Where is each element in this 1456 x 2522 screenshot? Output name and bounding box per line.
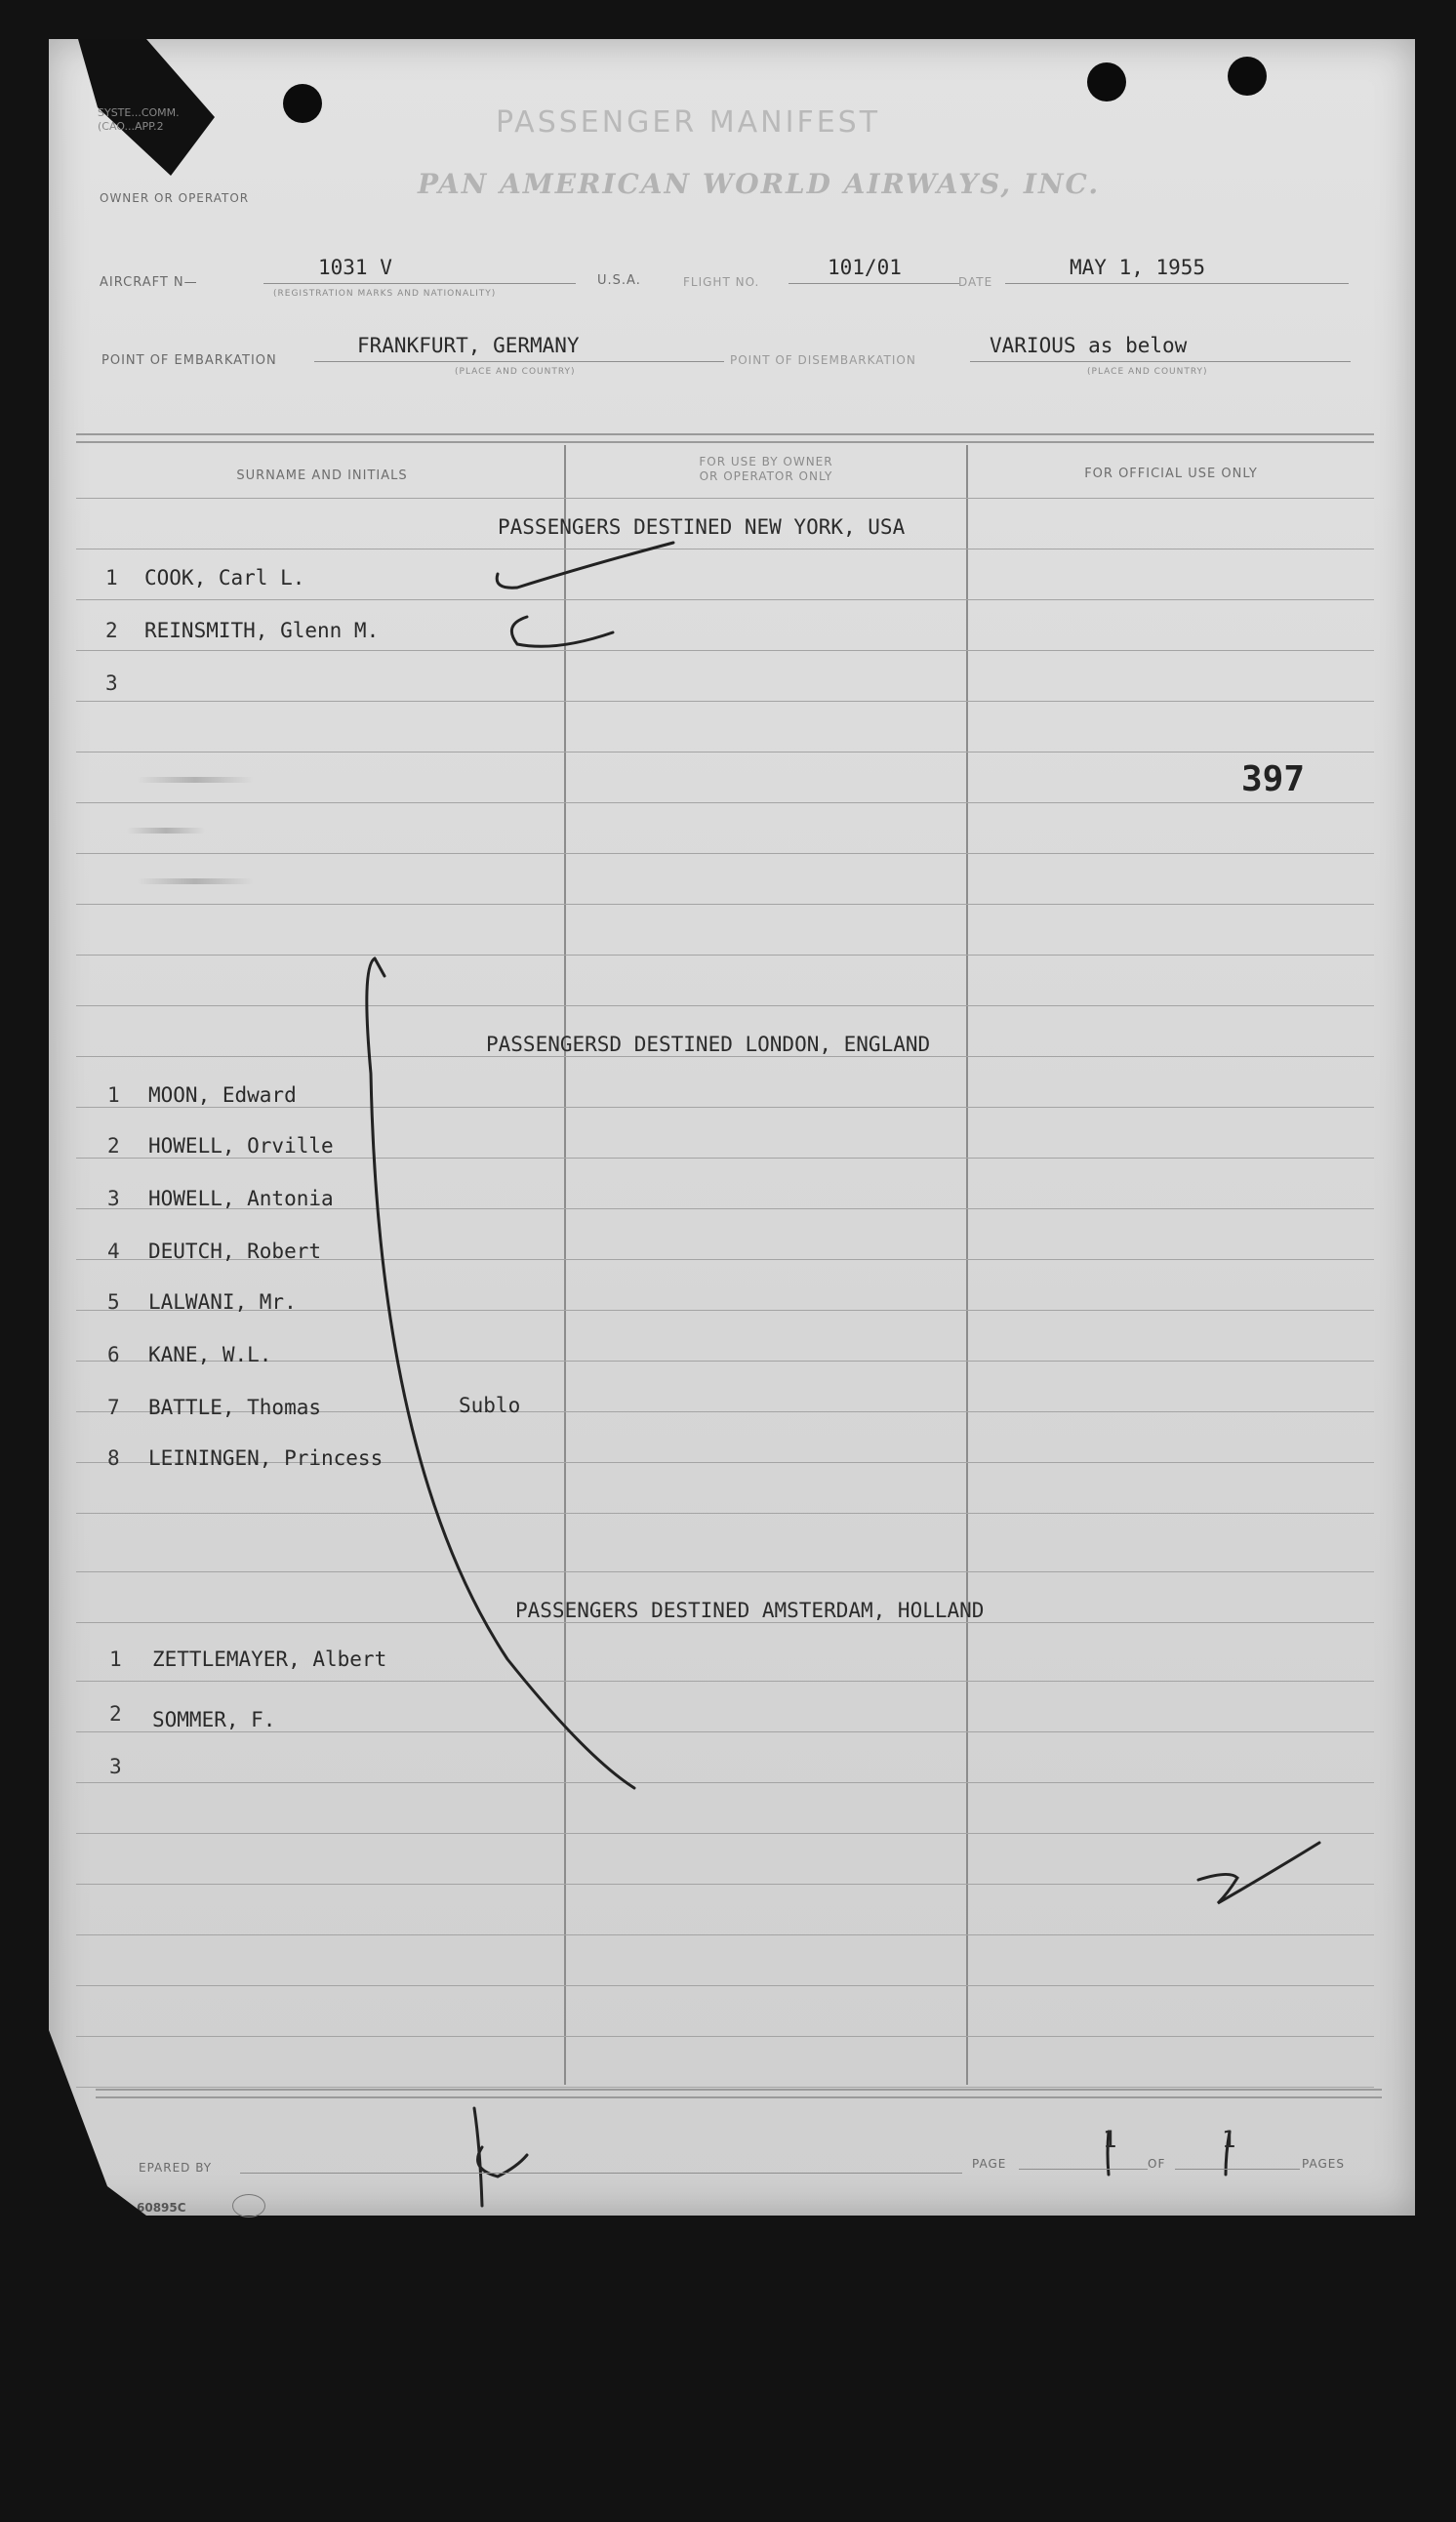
page-total: 1 [1222, 2126, 1236, 2153]
flight-no-value: 101/01 [828, 256, 902, 279]
page-number: 1 [1103, 2126, 1117, 2153]
of-label: OF [1148, 2157, 1166, 2171]
passenger-name: LEININGEN, Princess [148, 1446, 384, 1470]
owner-operator-label: OWNER OR OPERATOR [100, 191, 250, 205]
form-code-line-2: (CAO...APP.2 [98, 120, 164, 133]
row-number: 1 [105, 566, 118, 590]
passenger-name: SOMMER, F. [152, 1708, 276, 1731]
form-number: 60895C [137, 2201, 186, 2215]
col-header-official: FOR OFFICIAL USE ONLY [1084, 467, 1258, 481]
passenger-note: Sublo [459, 1394, 521, 1417]
row-number: 2 [109, 1702, 122, 1726]
passenger-name: DEUTCH, Robert [148, 1240, 322, 1263]
passenger-name: MOON, Edward [148, 1083, 297, 1107]
row-number: 3 [105, 671, 118, 695]
disembarkation-sublabel: (PLACE AND COUNTRY) [1087, 367, 1208, 377]
passenger-name: COOK, Carl L. [144, 566, 305, 590]
section-heading-new-york: PASSENGERS DESTINED NEW YORK, USA [498, 515, 906, 539]
passenger-name: HOWELL, Orville [148, 1134, 334, 1158]
row-number: 2 [107, 1134, 120, 1158]
passenger-name: LALWANI, Mr. [148, 1290, 297, 1314]
aircraft-label: AIRCRAFT N— [100, 275, 198, 290]
row-number: 3 [109, 1755, 122, 1778]
embarkation-label: POINT OF EMBARKATION [101, 353, 277, 368]
embarkation-sublabel: (PLACE AND COUNTRY) [455, 367, 576, 377]
passenger-name: REINSMITH, Glenn M. [144, 619, 380, 642]
passenger-name: HOWELL, Antonia [148, 1187, 334, 1210]
passenger-name: KANE, W.L. [148, 1343, 272, 1366]
col-header-surname: SURNAME AND INITIALS [236, 468, 408, 483]
col-header-owner-use-2: OR OPERATOR ONLY [699, 469, 833, 483]
passenger-name: BATTLE, Thomas [148, 1396, 322, 1419]
embarkation-value: FRANKFURT, GERMANY [357, 334, 580, 357]
row-number: 7 [107, 1396, 120, 1419]
aircraft-value: 1031 V [318, 256, 392, 279]
stamp-number: 397 [1241, 759, 1306, 799]
date-value: MAY 1, 1955 [1070, 256, 1206, 279]
row-number: 8 [107, 1446, 120, 1470]
form-code-line-1: SYSTE...COMM. [98, 106, 180, 119]
usa-label: U.S.A. [597, 273, 641, 288]
row-number: 1 [109, 1647, 122, 1671]
airline-name: PAN AMERICAN WORLD AIRWAYS, INC. [418, 168, 1101, 200]
col-header-owner-use-1: FOR USE BY OWNER [699, 455, 833, 468]
disembarkation-value: VARIOUS as below [990, 334, 1188, 357]
section-heading-amsterdam: PASSENGERS DESTINED AMSTERDAM, HOLLAND [515, 1599, 985, 1622]
row-number: 3 [107, 1187, 120, 1210]
aircraft-sublabel: (REGISTRATION MARKS AND NATIONALITY) [273, 289, 497, 299]
row-number: 6 [107, 1343, 120, 1366]
flight-no-label: FLIGHT NO. [683, 275, 760, 289]
prepared-by-label: EPARED BY [139, 2161, 213, 2175]
row-number: 5 [107, 1290, 120, 1314]
disembarkation-label: POINT OF DISEMBARKATION [730, 353, 916, 367]
row-number: 4 [107, 1240, 120, 1263]
date-label: DATE [958, 275, 993, 289]
manifest-title: PASSENGER MANIFEST [496, 105, 881, 140]
section-heading-london: PASSENGERSD DESTINED LONDON, ENGLAND [486, 1033, 931, 1056]
pages-label: PAGES [1302, 2157, 1345, 2171]
passenger-name: ZETTLEMAYER, Albert [152, 1647, 387, 1671]
page-label: PAGE [972, 2157, 1007, 2171]
row-number: 2 [105, 619, 118, 642]
row-number: 1 [107, 1083, 120, 1107]
